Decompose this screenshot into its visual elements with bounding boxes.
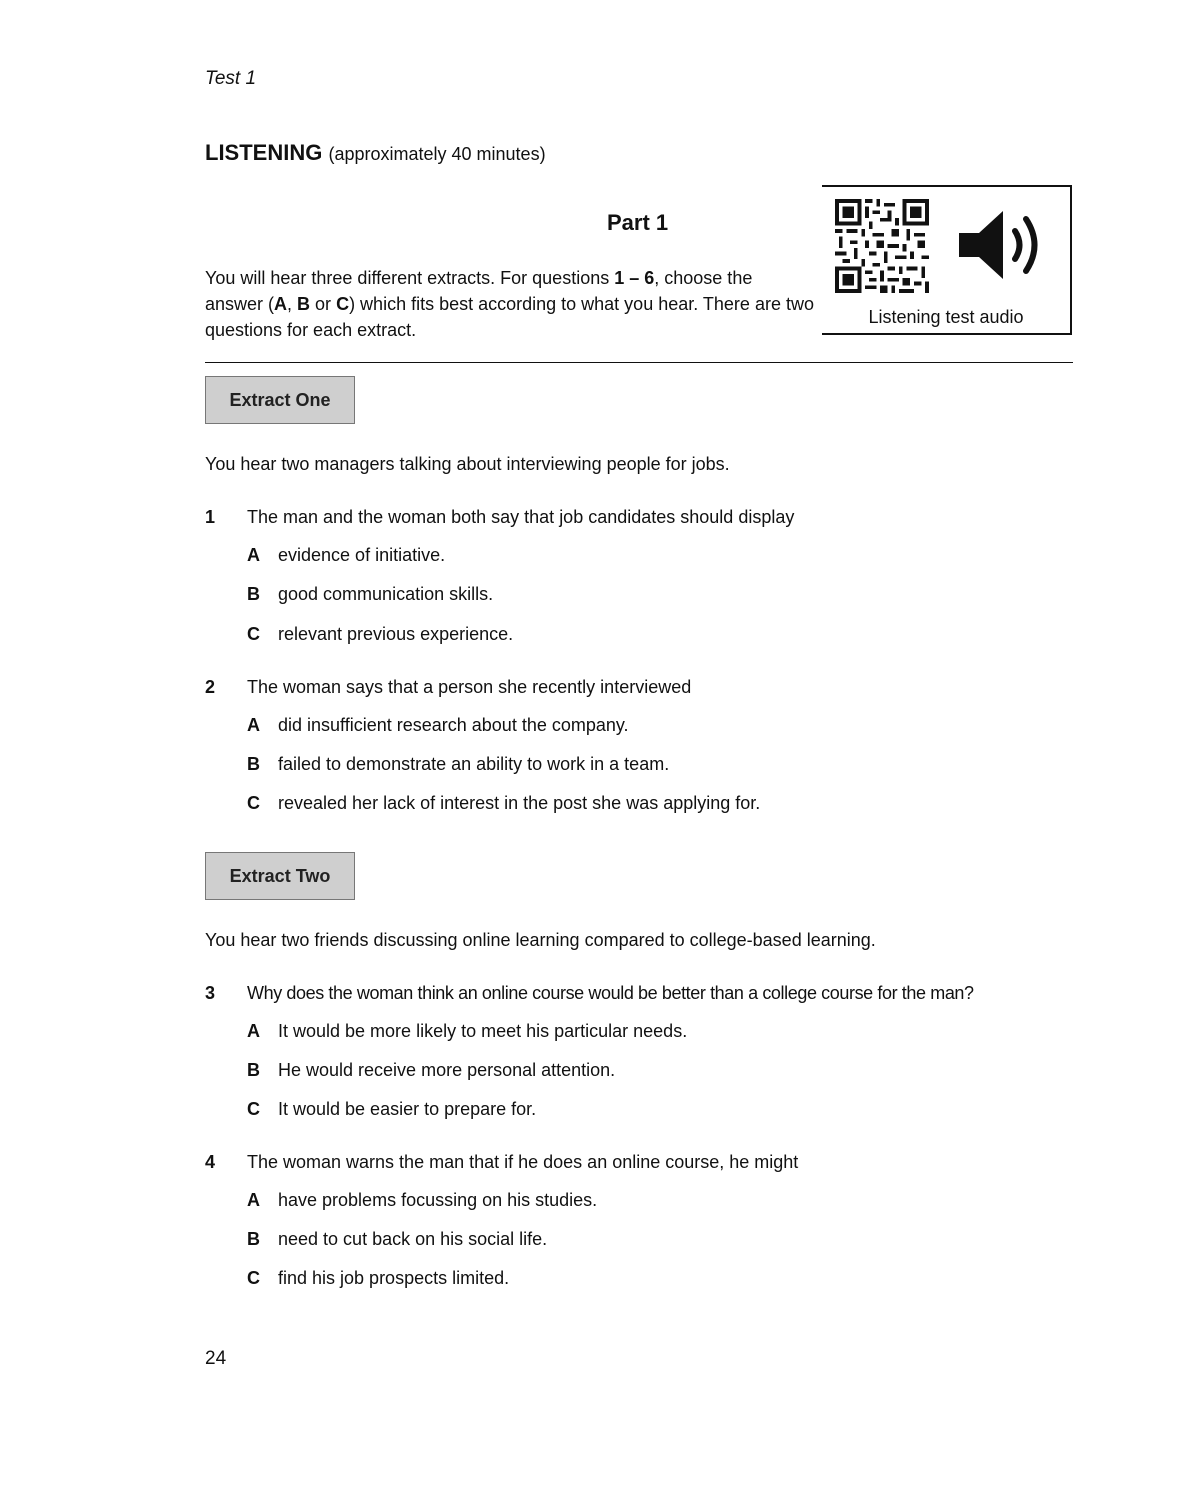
question-number: 4 [205,1152,216,1172]
instructions-text: ) which fits best according to what you hear. There are two questions for each extract. [205,294,814,340]
option-letter: B [247,584,260,604]
instructions-option-a: A [274,294,288,314]
speaker-icon[interactable] [957,205,1047,285]
option-letter: A [247,545,260,565]
question-number: 3 [205,983,216,1003]
instructions-text: , choose the answer ( [205,268,753,314]
option-text: evidence of initiative. [278,545,446,565]
option-letter: A [247,1021,260,1041]
option-text: good communication skills. [278,584,494,604]
instructions [205,265,815,343]
extract-two-label: Extract Two [205,852,355,900]
extract-one-context: You hear two managers talking about interviewing people for jobs. [205,454,730,474]
running-head: Test 1 [205,68,257,89]
audio-link-box[interactable] [822,185,1072,335]
option-text: It would be easier to prepare for. [278,1099,537,1119]
option-letter: A [247,1190,260,1210]
question-text: The man and the woman both say that job candidates should display [247,507,795,527]
option-letter: C [247,624,260,644]
section-title [205,140,546,166]
extract-one-label: Extract One [205,376,355,424]
qr-code-icon[interactable] [835,199,929,293]
question-number: 1 [205,507,216,527]
instructions-range: 1 – 6 [614,268,655,288]
audio-label[interactable]: Listening test audio [868,307,1024,327]
option-letter: B [247,1229,260,1249]
option-letter: B [247,754,260,774]
option-text: find his job prospects limited. [278,1268,510,1288]
option-letter: C [247,1099,260,1119]
option-letter: B [247,1060,260,1080]
instructions-option-c: C [336,294,350,314]
question-number: 2 [205,677,216,697]
instructions-option-b: B [297,294,311,314]
extract-two-context: You hear two friends discussing online learning compared to college-based learning. [205,930,876,950]
question-text: Why does the woman think an online course would be better than a college course for the man? [247,983,974,1003]
option-text: relevant previous experience. [278,624,514,644]
page-number: 24 [205,1348,227,1369]
part-title: Part 1 [607,210,669,235]
section-title-duration: (approximately 40 minutes) [328,144,546,164]
option-letter: C [247,1268,260,1288]
section-title-main: LISTENING [205,140,323,165]
question-text: The woman says that a person she recently interviewed [247,677,692,697]
option-text: He would receive more personal attention. [278,1060,616,1080]
option-text: need to cut back on his social life. [278,1229,548,1249]
instructions-text: , [287,294,298,314]
section-divider [205,362,1073,363]
option-text: have problems focussing on his studies. [278,1190,598,1210]
option-text: It would be more likely to meet his particular needs. [278,1021,688,1041]
instructions-text: or [310,294,337,314]
option-text: did insufficient research about the company. [278,715,629,735]
option-text: revealed her lack of interest in the post she was applying for. [278,793,761,813]
option-letter: A [247,715,260,735]
option-letter: C [247,793,260,813]
instructions-text: You will hear three different extracts. For questions [205,268,615,288]
question-text: The woman warns the man that if he does an online course, he might [247,1152,799,1172]
option-text: failed to demonstrate an ability to work in a team. [278,754,670,774]
